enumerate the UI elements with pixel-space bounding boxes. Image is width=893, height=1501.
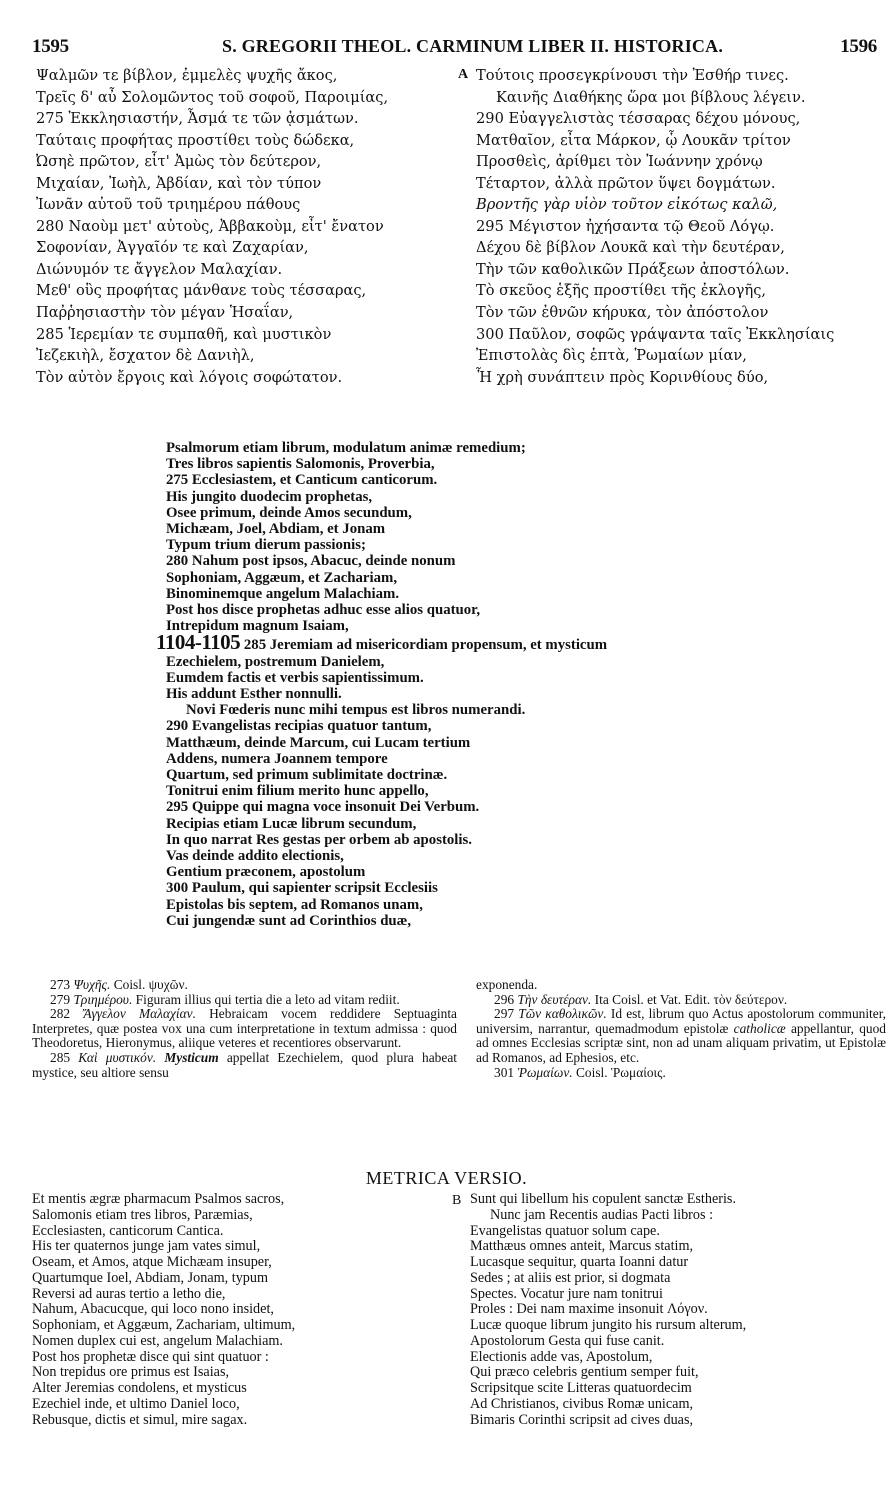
latin-line: Osee primum, deinde Amos secundum, bbox=[166, 504, 412, 521]
greek-line: Ψαλμῶν τε βίβλον, ἐμμελὲς ψυχῆς ἄκος, bbox=[36, 67, 338, 84]
section-heading: METRICA VERSIO. bbox=[365, 1168, 528, 1188]
latin-line: Sophoniam, Aggæum, et Zachariam, bbox=[166, 569, 398, 586]
footnote-continuation: exponenda. bbox=[476, 977, 538, 992]
footnote-text: appellantur, quod ad omnes Ecclesias scriptæ sint, non ad unam aliquam privatim, ut Epistolæ ad Romanos, ad Ephesios, etc. bbox=[476, 1020, 886, 1065]
verse-line: Salomonis etiam tres libros, Paræmias, bbox=[32, 1206, 253, 1223]
latin-line: Tonitrui enim filium merito hunc appello, bbox=[166, 783, 429, 800]
latin-line: Tres libros sapientis Salomonis, Proverbia, bbox=[166, 456, 435, 473]
footnote-301 bbox=[476, 1066, 886, 1081]
greek-line: Ὠσηὲ πρῶτον, εἶτ' Ἀμὼς τὸν δεύτερον, bbox=[36, 153, 322, 171]
greek-line: Παῤῥησιαστὴν τὸν μέγαν Ἡσαΐαν, bbox=[36, 304, 294, 322]
greek-line: Ταύταις προφήτας προστίθει τοὺς δώδεκα, bbox=[36, 131, 355, 149]
greek-line: Ματθαῖον, εἶτα Μάρκον, ᾧ Λουκᾶν τρίτον bbox=[476, 131, 791, 149]
running-header bbox=[32, 36, 877, 58]
greek-line: Τὸ σκεῦος ἑξῆς προστίθει τῆς ἐκλογῆς, bbox=[476, 282, 767, 300]
verse-line: Et mentis ægræ pharmacum Psalmos sacros, bbox=[32, 1191, 285, 1207]
greek-line: 290 Εὐαγγελιστὰς τέσσαρας δέχου μόνους, bbox=[476, 110, 801, 128]
latin-line: 285 Jeremiam ad misericordiam propensum, et mysticum bbox=[243, 637, 608, 654]
greek-line: Ἰεζεκιὴλ, ἔσχατον δὲ Δανιὴλ, bbox=[36, 347, 255, 365]
latin-line: Typum trium dierum passionis; bbox=[166, 537, 366, 554]
metrica-versio-left bbox=[32, 1192, 295, 1428]
verse-line: Non trepidus ore primus est Isaias, bbox=[32, 1364, 230, 1381]
verse-line: Oseam, et Amos, atque Michæam insuper, bbox=[32, 1254, 272, 1270]
greek-line: Προσθεὶς, ἀρίθμει τὸν Ἰωάννην χρόνῳ bbox=[476, 153, 763, 171]
latin-line: Cui jungendæ sunt ad Corinthios duæ, bbox=[166, 912, 412, 929]
footnote-296 bbox=[476, 993, 886, 1008]
greek-text-right-column bbox=[476, 65, 834, 388]
latin-line: Addens, numera Joannem tempore bbox=[166, 750, 388, 767]
verse-line: Spectes. Vocatur jure nam tonitrui bbox=[470, 1285, 663, 1302]
footnote-285 bbox=[32, 1051, 457, 1080]
greek-line: Δέχου δὲ βίβλον Λουκᾶ καὶ τὴν δευτέραν, bbox=[476, 239, 785, 257]
verse-line: Apostolorum Gesta qui fuse canit. bbox=[470, 1332, 665, 1349]
footnote-279 bbox=[32, 993, 457, 1008]
verse-line: Rebusque, dictis et simul, mire sagax. bbox=[32, 1411, 248, 1428]
footnote-text: Coisl. ψυχῶν. bbox=[113, 977, 188, 992]
latin-line: Recipias etiam Lucæ librum secundum, bbox=[166, 815, 417, 832]
latin-line: Vas deinde addito electionis, bbox=[166, 848, 344, 865]
greek-line: Σοφονίαν, Ἀγγαῖόν τε καὶ Ζαχαρίαν, bbox=[36, 239, 309, 257]
greek-line: Τρεῖς δ' αὖ Σολομῶντος τοῦ σοφοῦ, Παροιμίας, bbox=[36, 88, 389, 106]
column-reference: 1104-1105 bbox=[156, 630, 241, 655]
footnote-282 bbox=[32, 1007, 457, 1051]
verse-line: Post hos prophetæ disce qui sint quatuor : bbox=[32, 1348, 269, 1365]
latin-line: Binominemque angelum Malachiam. bbox=[166, 585, 400, 602]
latin-line: Intrepidum magnum Isaiam, bbox=[166, 618, 349, 635]
latin-line: Post hos disce prophetas adhuc esse alios quatuor, bbox=[166, 602, 481, 619]
latin-line: 300 Paulum, qui sapienter scripsit Ecclesiis bbox=[166, 880, 438, 897]
latin-line: In quo narrat Res gestas per orbem ab apostolis. bbox=[166, 831, 472, 848]
latin-line: 280 Nahum post ipsos, Abacuc, deinde nonum bbox=[166, 553, 456, 570]
greek-line: 300 Παῦλον, σοφῶς γράψαντα ταῖς Ἐκκλησίαις bbox=[476, 325, 835, 343]
footnote-number: 296 bbox=[494, 991, 515, 1007]
footnote-lemma: Ἄγγελον Μαλαχίαν. bbox=[83, 1006, 196, 1022]
verse-line: Evangelistas quatuor solum cape. bbox=[470, 1222, 660, 1239]
greek-line: Τούτοις προσεγκρίνουσι τὴν Ἐσθήρ τινες. bbox=[476, 67, 789, 84]
verse-line: Sedes ; at aliis est prior, si dogmata bbox=[470, 1269, 671, 1286]
latin-line: Ezechielem, postremum Danielem, bbox=[166, 653, 385, 670]
greek-line: Τὸν τῶν ἐθνῶν κήρυκα, τὸν ἀπόστολον bbox=[476, 304, 769, 322]
greek-line: Διώνυμόν τε ἄγγελον Μαλαχίαν. bbox=[36, 260, 283, 278]
verse-line: His ter quaternos junge jam vates simul, bbox=[32, 1238, 261, 1255]
verse-line: Ad Christianos, civibus Romæ unicam, bbox=[470, 1395, 694, 1412]
footnote-lemma: Τῶν καθολικῶν. bbox=[518, 1006, 607, 1022]
verse-line: Qui præco celebris gentium semper fuit, bbox=[470, 1364, 699, 1381]
latin-line: Epistolas bis septem, ad Romanos unam, bbox=[166, 896, 423, 913]
latin-line: His addunt Esther nonnulli. bbox=[166, 686, 342, 703]
greek-line: Μεθ' οὓς προφήτας μάνθανε τοὺς τέσσαρας, bbox=[36, 282, 367, 300]
greek-line: Τέταρτον, ἀλλὰ πρῶτον ὕψει δογμάτων. bbox=[476, 174, 776, 192]
verse-line: Nomen duplex cui est, angelum Malachiam. bbox=[32, 1332, 283, 1349]
greek-line: 280 Ναοὺμ μετ' αὐτοὺς, Ἀββακοὺμ, εἶτ' ἔνατον bbox=[36, 217, 384, 235]
latin-line: Gentium præconem, apostolum bbox=[166, 864, 366, 881]
footnote-keyword: Mysticum bbox=[164, 1049, 219, 1065]
verse-line: Alter Jeremias condolens, et mysticus bbox=[32, 1380, 247, 1396]
footnote-text: Coisl. Ῥωμαίοις. bbox=[575, 1064, 666, 1080]
greek-text-left-column bbox=[36, 65, 388, 388]
margin-marker-a: A bbox=[458, 67, 469, 82]
greek-line: Μιχαίαν, Ἰωὴλ, Ἀβδίαν, καὶ τὸν τύπον bbox=[36, 174, 322, 192]
verse-line: Bimaris Corinthi scripsit ad cives duas, bbox=[470, 1411, 694, 1428]
greek-line: Βροντῆς γὰρ υἱὸν τοῦτον εἰκότως καλῶ, bbox=[476, 196, 778, 214]
verse-line: Nahum, Abacucque, qui loco nono insidet, bbox=[32, 1301, 274, 1318]
footnote-text: Id est, librum quo Actus apostolorum communiter, universim, narrantur, quemadmodum epistolæ bbox=[476, 1006, 886, 1036]
running-title: S. GREGORII THEOL. CARMINUM LIBER II. HISTORICA. bbox=[222, 36, 724, 56]
footnote-lemma: Τὴν δευτέραν. bbox=[517, 991, 592, 1007]
greek-line: Καινῆς Διαθήκης ὥρα μοι βίβλους λέγειν. bbox=[496, 88, 806, 106]
greek-line: 295 Μέγιστον ἠχήσαντα τῷ Θεοῦ Λόγῳ. bbox=[476, 217, 775, 235]
latin-line: Matthæum, deinde Marcum, cui Lucam tertium bbox=[166, 734, 471, 751]
footnote-keyword: catholicæ bbox=[733, 1020, 786, 1036]
margin-marker-b: B bbox=[452, 1193, 462, 1208]
footnote-lemma: Ῥωμαίων. bbox=[517, 1064, 573, 1080]
footnote-number: 279 bbox=[50, 991, 71, 1007]
verse-line: Sunt qui libellum his copulent sanctæ Estheris. bbox=[470, 1191, 736, 1207]
latin-line: 295 Quippe qui magna voce insonuit Dei Verbum. bbox=[166, 799, 480, 816]
metrica-versio-right bbox=[470, 1192, 746, 1428]
page-number-right: 1596 bbox=[840, 36, 877, 57]
latin-line: Quartum, sed primum sublimitate doctrinæ. bbox=[166, 767, 448, 784]
latin-line: Michæam, Joel, Abdiam, et Jonam bbox=[166, 521, 386, 538]
verse-line: Quartumque Ioel, Abdiam, Jonam, typum bbox=[32, 1269, 269, 1286]
footnote-number: 282 bbox=[50, 1006, 71, 1022]
latin-line: His jungito duodecim prophetas, bbox=[166, 488, 373, 505]
latin-translation bbox=[156, 440, 608, 929]
verse-line: Sophoniam, et Aggæum, Zachariam, ultimum, bbox=[32, 1317, 296, 1333]
verse-line: Reversi ad auras tertio a letho die, bbox=[32, 1285, 226, 1302]
footnote-text: Ita Coisl. et Vat. Edit. τὸν δεύτερον. bbox=[594, 991, 788, 1007]
latin-line-with-ref bbox=[156, 630, 608, 655]
latin-line: Novi Fœderis nunc mihi tempus est libros numerandi. bbox=[186, 702, 526, 719]
page-number-left: 1595 bbox=[32, 36, 69, 57]
latin-line: Psalmorum etiam librum, modulatum animæ remedium; bbox=[166, 440, 526, 456]
footnote-number: 301 bbox=[494, 1064, 515, 1080]
greek-line: Τὸν αὐτὸν ἔργοις καὶ λόγοις σοφώτατον. bbox=[36, 368, 343, 386]
latin-line: 290 Evangelistas recipias quatuor tantum, bbox=[166, 718, 432, 735]
verse-line: Lucæ quoque librum jungito his rursum alterum, bbox=[470, 1317, 747, 1333]
greek-line: Τὴν τῶν καθολικῶν Πράξεων ἀποστόλων. bbox=[476, 260, 790, 278]
footnote-lemma: Ψυχῆς. bbox=[73, 977, 111, 992]
verse-line: Scripsitque scite Litteras quatuordecim bbox=[470, 1380, 692, 1396]
footnote-lemma: Τριημέρου. bbox=[73, 991, 133, 1007]
footnotes-left bbox=[32, 978, 457, 1080]
footnote-text: appellat Ezechielem, quod plura habeat mystice, seu altiore sensu bbox=[32, 1049, 457, 1080]
footnotes-right bbox=[476, 978, 886, 1080]
latin-line: 275 Ecclesiastem, et Canticum canticorum. bbox=[166, 472, 438, 489]
footnote-text: Hebraicam vocem reddidere Septuaginta Interpretes, quæ postea vox una cum interpretatione in textum admissa : quod Theodoretus, Hieronymus, aliique veteres et recentiores observarunt. bbox=[32, 1006, 457, 1051]
footnote-number: 285 bbox=[50, 1049, 71, 1065]
verse-line: Ezechiel inde, et ultimo Daniel loco, bbox=[32, 1395, 240, 1412]
footnote-number: 273 bbox=[50, 977, 71, 992]
greek-line: Ἰωνᾶν αὐτοῦ τοῦ τριημέρου πάθους bbox=[36, 196, 301, 214]
footnote-273 bbox=[32, 978, 457, 993]
footnote-297 bbox=[476, 1007, 886, 1065]
greek-line: 275 Ἐκκλησιαστήν, Ἆσμά τε τῶν ᾀσμάτων. bbox=[36, 110, 359, 128]
greek-line: Ἧ χρὴ συνάπτειν πρὸς Κορινθίους δύο, bbox=[476, 368, 769, 386]
verse-line: Matthæus omnes anteit, Marcus statim, bbox=[470, 1238, 694, 1255]
verse-line: Lucasque sequitur, quarta Ioanni datur bbox=[470, 1254, 689, 1270]
verse-line: Ecclesiasten, canticorum Cantica. bbox=[32, 1222, 224, 1239]
verse-line: Electionis adde vas, Apostolum, bbox=[470, 1348, 653, 1365]
latin-line: Eumdem factis et verbis sapientissimum. bbox=[166, 669, 424, 686]
footnote-text: Figuram illius qui tertia die a leto ad vitam rediit. bbox=[135, 991, 400, 1007]
greek-line: 285 Ἱερεμίαν τε συμπαθῆ, καὶ μυστικὸν bbox=[36, 325, 332, 343]
footnote-number: 297 bbox=[494, 1006, 515, 1022]
verse-line: Proles : Dei nam maxime insonuit Λόγον. bbox=[470, 1301, 708, 1318]
verse-line: Nunc jam Recentis audias Pacti libros : bbox=[490, 1206, 714, 1223]
greek-line: Ἐπιστολὰς δὶς ἑπτὰ, Ῥωμαίων μίαν, bbox=[476, 347, 747, 365]
footnote-lemma: Καὶ μυστικόν. bbox=[78, 1049, 157, 1065]
